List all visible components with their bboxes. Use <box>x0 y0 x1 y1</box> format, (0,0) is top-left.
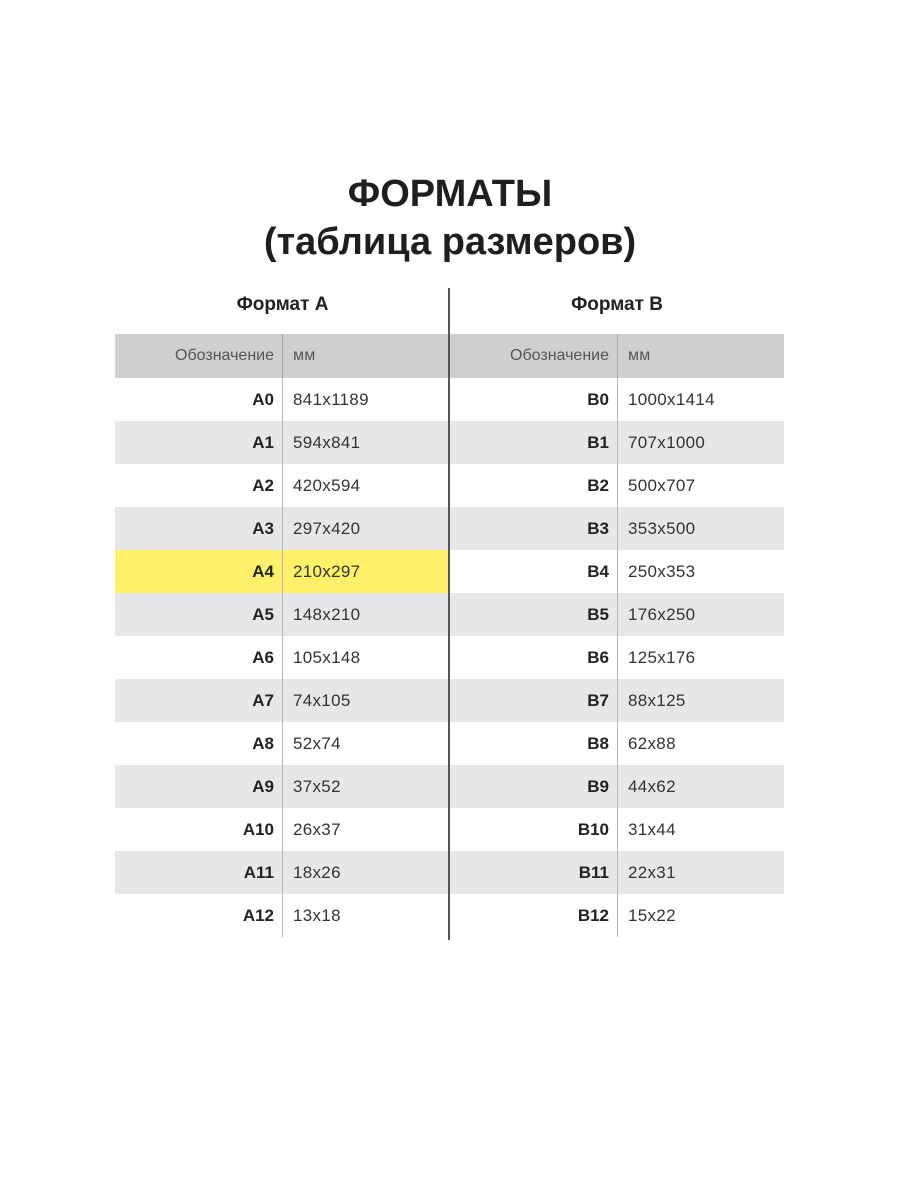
table-row <box>450 464 784 507</box>
format-size: 210x297 <box>293 561 361 581</box>
format-size: 176x250 <box>628 604 696 624</box>
format-size: 74x105 <box>293 690 351 710</box>
format-code: B5 <box>450 593 618 636</box>
table-row <box>115 593 448 636</box>
table-row <box>450 894 784 937</box>
format-code: B10 <box>450 808 618 851</box>
format-size: 707x1000 <box>628 432 706 452</box>
header-size: мм <box>293 347 316 364</box>
format-code: B3 <box>450 507 618 550</box>
format-code: A8 <box>115 722 283 765</box>
format-size: 297x420 <box>293 518 361 538</box>
format-code: A3 <box>115 507 283 550</box>
table-row <box>450 765 784 808</box>
format-code: B1 <box>450 421 618 464</box>
page-subtitle: (таблица размеров) <box>263 221 637 263</box>
table-row <box>115 464 448 507</box>
format-b-table <box>450 334 784 937</box>
format-size: 353x500 <box>628 518 696 538</box>
format-code: A0 <box>115 378 283 421</box>
table-row <box>115 851 448 894</box>
format-code: B2 <box>450 464 618 507</box>
format-size: 105x148 <box>293 647 361 667</box>
format-code: B9 <box>450 765 618 808</box>
format-size: 52x74 <box>293 733 341 753</box>
format-code: A6 <box>115 636 283 679</box>
format-code: A9 <box>115 765 283 808</box>
format-code: A1 <box>115 421 283 464</box>
format-size: 37x52 <box>293 776 341 796</box>
format-code: B0 <box>450 378 618 421</box>
table-row <box>450 378 784 421</box>
format-size: 594x841 <box>293 432 361 452</box>
format-size: 841x1189 <box>293 389 369 409</box>
table-header-row <box>115 334 448 378</box>
table-row <box>115 507 448 550</box>
format-size: 22x31 <box>628 862 676 882</box>
format-code: B12 <box>450 894 618 937</box>
format-code: A2 <box>115 464 283 507</box>
format-size: 420x594 <box>293 475 361 495</box>
format-size: 31x44 <box>628 819 676 839</box>
format-code: B6 <box>450 636 618 679</box>
format-a-title: Формат A <box>236 294 329 315</box>
table-row <box>115 894 448 937</box>
header-code: Обозначение <box>450 334 618 378</box>
format-code: B8 <box>450 722 618 765</box>
format-size: 1000x1414 <box>628 389 715 409</box>
table-row <box>450 636 784 679</box>
format-size: 44x62 <box>628 776 676 796</box>
format-code: A7 <box>115 679 283 722</box>
table-row <box>450 851 784 894</box>
table-row <box>450 593 784 636</box>
format-code: B11 <box>450 851 618 894</box>
table-row <box>115 722 448 765</box>
table-row <box>450 507 784 550</box>
format-size: 18x26 <box>293 862 341 882</box>
format-code: A10 <box>115 808 283 851</box>
table-row <box>450 808 784 851</box>
header-size: мм <box>628 347 651 364</box>
format-size: 26x37 <box>293 819 341 839</box>
header-code: Обозначение <box>115 334 283 378</box>
page-title: ФОРМАТЫ <box>347 173 553 215</box>
table-row <box>115 808 448 851</box>
format-size: 15x22 <box>628 905 676 925</box>
table-row <box>115 378 448 421</box>
table-row-highlighted <box>115 550 448 593</box>
table-row <box>115 679 448 722</box>
format-code: A12 <box>115 894 283 937</box>
format-size: 13x18 <box>293 905 341 925</box>
format-code: A4 <box>115 550 283 593</box>
table-row <box>450 679 784 722</box>
format-b-title: Формат B <box>571 294 663 315</box>
format-a-table <box>115 334 448 937</box>
table-header-row <box>450 334 784 378</box>
table-row <box>115 636 448 679</box>
format-code: B4 <box>450 550 618 593</box>
table-row <box>450 550 784 593</box>
table-row <box>450 722 784 765</box>
table-row <box>450 421 784 464</box>
format-size: 250x353 <box>628 561 696 581</box>
table-row <box>115 765 448 808</box>
format-code: A5 <box>115 593 283 636</box>
format-size: 62x88 <box>628 733 676 753</box>
format-size: 500x707 <box>628 475 696 495</box>
format-size: 88x125 <box>628 690 686 710</box>
format-size: 148x210 <box>293 604 361 624</box>
table-row <box>115 421 448 464</box>
format-code: A11 <box>115 851 283 894</box>
format-size: 125x176 <box>628 647 696 667</box>
format-code: B7 <box>450 679 618 722</box>
